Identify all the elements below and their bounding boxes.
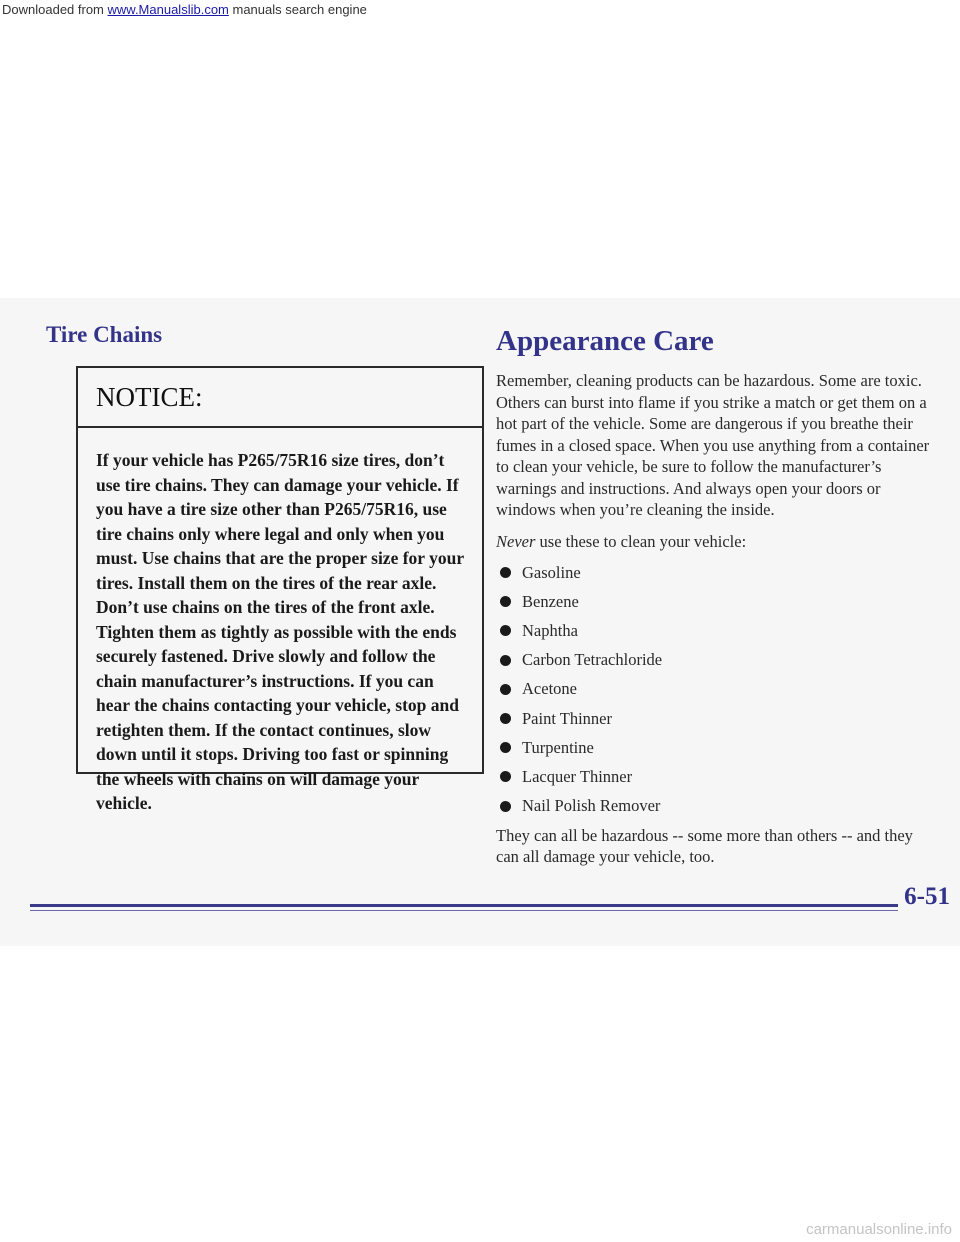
appearance-care-heading: Appearance Care <box>496 325 714 357</box>
bullet-icon <box>500 625 511 636</box>
list-item <box>496 762 936 791</box>
bullet-icon <box>500 567 511 578</box>
bullet-icon <box>500 801 511 812</box>
list-item-label: Benzene <box>522 591 579 611</box>
list-item-label: Carbon Tetrachloride <box>522 650 663 670</box>
lead-rest: use these to clean your vehicle: <box>535 531 747 551</box>
closing-paragraph: They can all be hazardous -- some more than others -- and they can all damage your vehicle, too. <box>496 825 913 867</box>
bullet-icon <box>500 713 511 724</box>
hazardous-products-list <box>496 558 936 821</box>
banner-prefix: Downloaded from <box>2 2 108 17</box>
list-item-label: Gasoline <box>522 562 581 582</box>
footer-rule-thin <box>30 910 950 911</box>
list-item <box>496 587 936 616</box>
list-item <box>496 704 936 733</box>
notice-box <box>76 366 484 813</box>
list-item <box>496 558 936 587</box>
list-item <box>496 733 936 762</box>
list-item-label: Acetone <box>522 679 577 699</box>
list-item <box>496 646 936 675</box>
list-item <box>496 616 936 645</box>
tire-chains-heading: Tire Chains <box>46 322 163 347</box>
list-item-label: Paint Thinner <box>522 708 612 728</box>
intro-paragraph: Remember, cleaning products can be hazardous. Some are toxic. Others can burst into flame if you strike a match or get them on a hot part of the vehicle. Some are dangerous if you breathe their fumes in a closed space. When you use anything from a container to clean your vehicle, be sure to follow the manufacturer’s warnings and instructions. And always open your doors or windows when you’re cleaning the inside. <box>496 371 930 519</box>
bullet-icon <box>500 684 511 695</box>
list-item-label: Lacquer Thinner <box>522 766 633 786</box>
notice-body: If your vehicle has P265/75R16 size tires, don’t use tire chains. They can damage your vehicle. If you have a tire size other than P265/75R16, use tire chains only where legal and only when you must. Use chains that are the proper size for your tires. Install them on the tires of the rear axle. Don’t use chains on the tires of the front axle. Tighten them as tightly as possible with the ends securely fastened. Drive slowly and follow the chain manufacturer’s instructions. If you can hear the chains contacting your vehicle, stop and retighten them. If the contact continues, slow down until it stops. Driving too fast or spinning the wheels with chains on will damage your vehicle. <box>96 450 464 813</box>
watermark: carmanualsonline.info <box>806 1221 952 1238</box>
bullet-icon <box>500 742 511 753</box>
list-item-label: Nail Polish Remover <box>522 796 661 816</box>
page-number: 6-51 <box>898 883 950 911</box>
footer-rule <box>30 904 950 907</box>
list-item <box>496 675 936 704</box>
list-item-label: Naphtha <box>522 620 578 640</box>
appearance-care-section <box>496 325 936 868</box>
banner-suffix: manuals search engine <box>228 2 367 17</box>
download-banner <box>2 2 367 17</box>
list-item <box>496 792 936 821</box>
notice-title: NOTICE: <box>78 368 482 428</box>
bullet-icon <box>500 655 511 666</box>
bullet-icon <box>500 596 511 607</box>
list-item-label: Turpentine <box>522 737 594 757</box>
lead-sentence <box>496 531 936 553</box>
bullet-icon <box>500 771 511 782</box>
lead-emphasis: Never <box>496 531 536 551</box>
manualslib-link[interactable]: www.Manualslib.com <box>107 2 229 17</box>
